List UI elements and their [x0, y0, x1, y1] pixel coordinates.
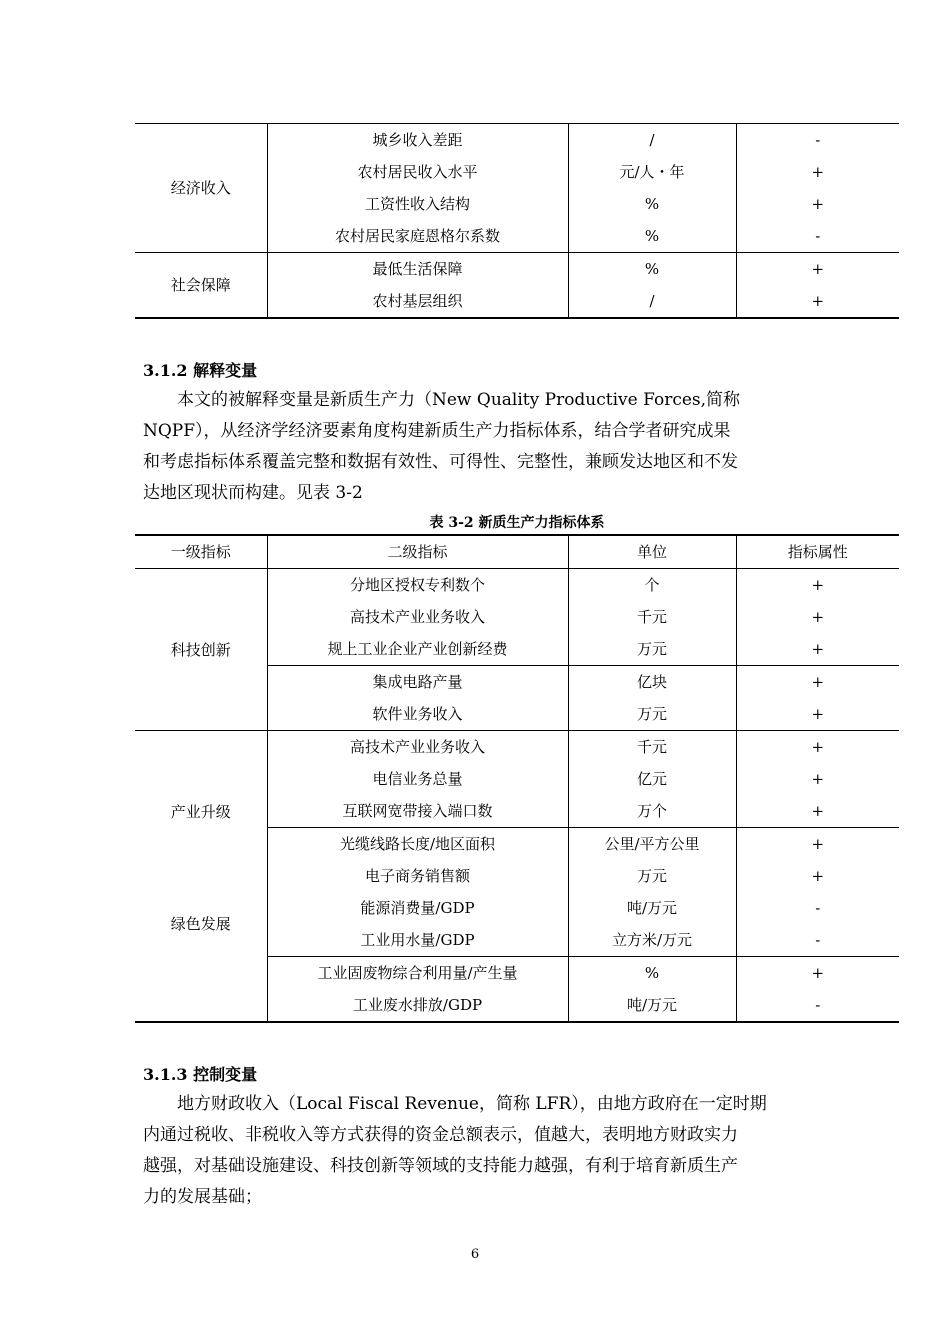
indicator-cell: 最低生活保障 [267, 253, 568, 286]
indicator-cell: 农村基层组织 [267, 285, 568, 318]
attr-cell: + [736, 633, 899, 666]
unit-cell: % [568, 253, 736, 286]
attr-cell: + [736, 763, 899, 795]
attr-cell: + [736, 601, 899, 633]
table-header-row [135, 535, 899, 569]
unit-cell: % [568, 188, 736, 220]
unit-cell: 万元 [568, 633, 736, 666]
group-cell: 经济收入 [135, 124, 267, 253]
attr-cell: + [736, 860, 899, 892]
indicator-cell: 高技术产业业务收入 [267, 601, 568, 633]
section-heading: 3.1.2 解释变量 [143, 361, 258, 380]
attr-cell: + [736, 957, 899, 990]
table-caption: 表 3-2 新质生产力指标体系 [429, 515, 605, 531]
attr-cell: + [736, 828, 899, 861]
table-continued [135, 123, 899, 319]
table-row [135, 569, 899, 602]
paragraph-line: 达地区现状而构建。见表 3-2 [143, 483, 363, 503]
group-cell: 产业升级 [135, 731, 267, 828]
unit-cell: 万元 [568, 860, 736, 892]
column-header: 指标属性 [736, 535, 899, 569]
table-indicators [135, 534, 899, 1023]
attr-cell: + [736, 156, 899, 188]
indicator-cell: 光缆线路长度/地区面积 [267, 828, 568, 861]
paragraph-line: 和考虑指标体系覆盖完整和数据有效性、可得性、完整性，兼顾发达地区和不发 [143, 452, 738, 472]
attr-cell: - [736, 989, 899, 1022]
indicator-cell: 软件业务收入 [267, 698, 568, 731]
unit-cell: 吨/万元 [568, 989, 736, 1022]
page-number: 6 [470, 1247, 480, 1262]
paragraph-line: 地方财政收入（Local Fiscal Revenue，简称 LFR），由地方政府在一定时期 [177, 1094, 767, 1114]
unit-cell: 亿块 [568, 666, 736, 699]
attr-cell: + [736, 188, 899, 220]
indicator-cell: 互联网宽带接入端口数 [267, 795, 568, 828]
unit-cell: 千元 [568, 731, 736, 764]
attr-cell: - [736, 924, 899, 957]
table-row [135, 731, 899, 764]
group-cell: 科技创新 [135, 569, 267, 731]
indicator-cell: 电信业务总量 [267, 763, 568, 795]
column-header: 一级指标 [135, 535, 267, 569]
paragraph-line: NQPF），从经济学经济要素角度构建新质生产力指标体系，结合学者研究成果 [143, 421, 731, 441]
attr-cell: + [736, 285, 899, 318]
indicator-cell: 规上工业企业产业创新经费 [267, 633, 568, 666]
column-header: 二级指标 [267, 535, 568, 569]
indicator-cell: 高技术产业业务收入 [267, 731, 568, 764]
unit-cell: 亿元 [568, 763, 736, 795]
unit-cell: 万个 [568, 795, 736, 828]
unit-cell: 个 [568, 569, 736, 602]
column-header: 单位 [568, 535, 736, 569]
attr-cell: - [736, 220, 899, 253]
indicator-cell: 能源消费量/GDP [267, 892, 568, 924]
unit-cell: / [568, 285, 736, 318]
indicator-cell: 农村居民收入水平 [267, 156, 568, 188]
paragraph-line: 内通过税收、非税收入等方式获得的资金总额表示，值越大，表明地方财政实力 [143, 1125, 738, 1145]
section-heading: 3.1.3 控制变量 [143, 1065, 258, 1084]
indicator-cell: 分地区授权专利数个 [267, 569, 568, 602]
attr-cell: + [736, 731, 899, 764]
attr-cell: + [736, 795, 899, 828]
indicator-cell: 电子商务销售额 [267, 860, 568, 892]
indicator-cell: 城乡收入差距 [267, 124, 568, 157]
group-cell: 绿色发展 [135, 828, 267, 1023]
paragraph-line: 本文的被解释变量是新质生产力（New Quality Productive Forces,简称 [177, 390, 741, 410]
unit-cell: 万元 [568, 698, 736, 731]
indicator-cell: 工业用水量/GDP [267, 924, 568, 957]
table-row [135, 253, 899, 286]
indicator-cell: 工业固废物综合利用量/产生量 [267, 957, 568, 990]
attr-cell: - [736, 892, 899, 924]
attr-cell: + [736, 666, 899, 699]
unit-cell: 千元 [568, 601, 736, 633]
table-row [135, 828, 899, 861]
unit-cell: 公里/平方公里 [568, 828, 736, 861]
attr-cell: - [736, 124, 899, 157]
paragraph-line: 力的发展基础； [143, 1187, 262, 1207]
indicator-cell: 农村居民家庭恩格尔系数 [267, 220, 568, 253]
table-row [135, 124, 899, 157]
unit-cell: 立方米/万元 [568, 924, 736, 957]
attr-cell: + [736, 253, 899, 286]
unit-cell: / [568, 124, 736, 157]
indicator-cell: 工业废水排放/GDP [267, 989, 568, 1022]
group-cell: 社会保障 [135, 253, 267, 319]
unit-cell: % [568, 957, 736, 990]
unit-cell: 吨/万元 [568, 892, 736, 924]
attr-cell: + [736, 569, 899, 602]
paragraph [143, 385, 807, 509]
unit-cell: % [568, 220, 736, 253]
indicator-cell: 工资性收入结构 [267, 188, 568, 220]
unit-cell: 元/人・年 [568, 156, 736, 188]
attr-cell: + [736, 698, 899, 731]
indicator-cell: 集成电路产量 [267, 666, 568, 699]
paragraph [143, 1089, 807, 1213]
paragraph-line: 越强，对基础设施建设、科技创新等领域的支持能力越强，有利于培育新质生产 [143, 1156, 738, 1176]
